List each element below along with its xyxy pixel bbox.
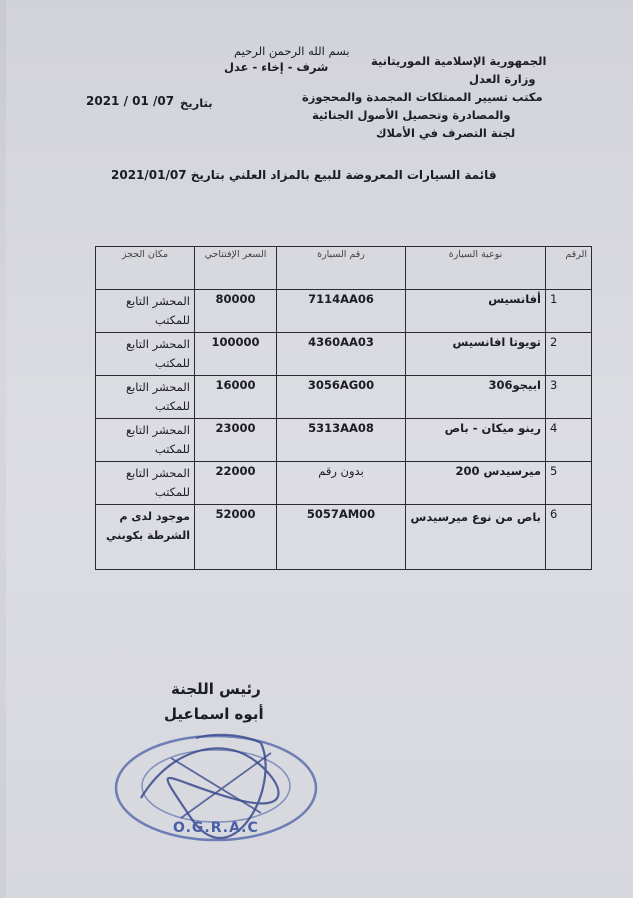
ministry-name: وزارة العدل xyxy=(469,72,536,86)
row-price: 80000 xyxy=(195,290,277,333)
committee-chair-title: رئيس اللجنة xyxy=(171,680,261,698)
table-row xyxy=(96,333,592,376)
header-plate: رقم السيارة xyxy=(277,247,406,290)
republic-name: الجمهورية الإسلامية الموريتانية xyxy=(371,54,547,68)
row-num: 4 xyxy=(546,419,592,462)
row-place: المحشر التابع للمكتب xyxy=(96,419,195,462)
row-plate: 5313AA08 xyxy=(277,419,406,462)
official-stamp xyxy=(111,728,321,848)
office-name-line1: مكتب تسيير الممتلكات المجمدة والمحجوزة xyxy=(302,90,543,104)
row-plate: 7114AA06 xyxy=(277,290,406,333)
row-num: 2 xyxy=(546,333,592,376)
row-place: المحشر التابع للمكتب xyxy=(96,290,195,333)
document-title: قائمة السيارات المعروضة للبيع بالمزاد العلني بتاريخ 2021/01/07 xyxy=(111,168,497,182)
table-row xyxy=(96,290,592,333)
table-row xyxy=(96,419,592,462)
row-type: ميرسيدس 200 xyxy=(406,462,546,505)
office-name-line3: لجنة التصرف في الأملاك xyxy=(376,126,516,140)
committee-chair-name: أبوه اسماعيل xyxy=(164,705,264,723)
row-price: 22000 xyxy=(195,462,277,505)
row-type: ابيجو306 xyxy=(406,376,546,419)
row-type: باص من نوع ميرسيدس xyxy=(406,505,546,570)
header-num: الرقم xyxy=(546,247,592,290)
row-plate: 5057AM00 xyxy=(277,505,406,570)
row-type: أفانسيس xyxy=(406,290,546,333)
row-type: تويوتا افانسيس xyxy=(406,333,546,376)
motto: شرف - إخاء - عدل xyxy=(224,60,329,74)
row-num: 6 xyxy=(546,505,592,570)
office-name-line2: والمصادرة وتحصيل الأصول الجنائية xyxy=(312,108,511,122)
row-price: 23000 xyxy=(195,419,277,462)
row-num: 5 xyxy=(546,462,592,505)
row-plate: 3056AG00 xyxy=(277,376,406,419)
row-num: 3 xyxy=(546,376,592,419)
table-row xyxy=(96,462,592,505)
header-place: مكان الحجز xyxy=(96,247,195,290)
row-place: المحشر التابع للمكتب xyxy=(96,376,195,419)
row-price: 100000 xyxy=(195,333,277,376)
row-place: المحشر التابع للمكتب xyxy=(96,333,195,376)
row-type: رينو ميكان - باص xyxy=(406,419,546,462)
header-type: نوعية السيارة xyxy=(406,247,546,290)
row-place: موجود لدى م الشرطة بكوبني xyxy=(96,505,195,570)
header-price: السعر الإفتتاحي xyxy=(195,247,277,290)
row-price: 52000 xyxy=(195,505,277,570)
table-header-row xyxy=(96,247,592,290)
stamp-text: O.G.R.A.C xyxy=(173,820,259,836)
table-row xyxy=(96,376,592,419)
row-price: 16000 xyxy=(195,376,277,419)
row-plate: بدون رقم xyxy=(277,462,406,505)
table-row xyxy=(96,505,592,570)
vehicles-table xyxy=(95,246,592,570)
row-place: المحشر التابع للمكتب xyxy=(96,462,195,505)
date-label: بتاريخ xyxy=(180,96,213,110)
row-num: 1 xyxy=(546,290,592,333)
document-page xyxy=(6,0,633,898)
row-plate: 4360AA03 xyxy=(277,333,406,376)
date-value: 2021 / 01 /07 xyxy=(86,94,175,108)
basmala: بسم الله الرحمن الرحيم xyxy=(234,44,350,58)
